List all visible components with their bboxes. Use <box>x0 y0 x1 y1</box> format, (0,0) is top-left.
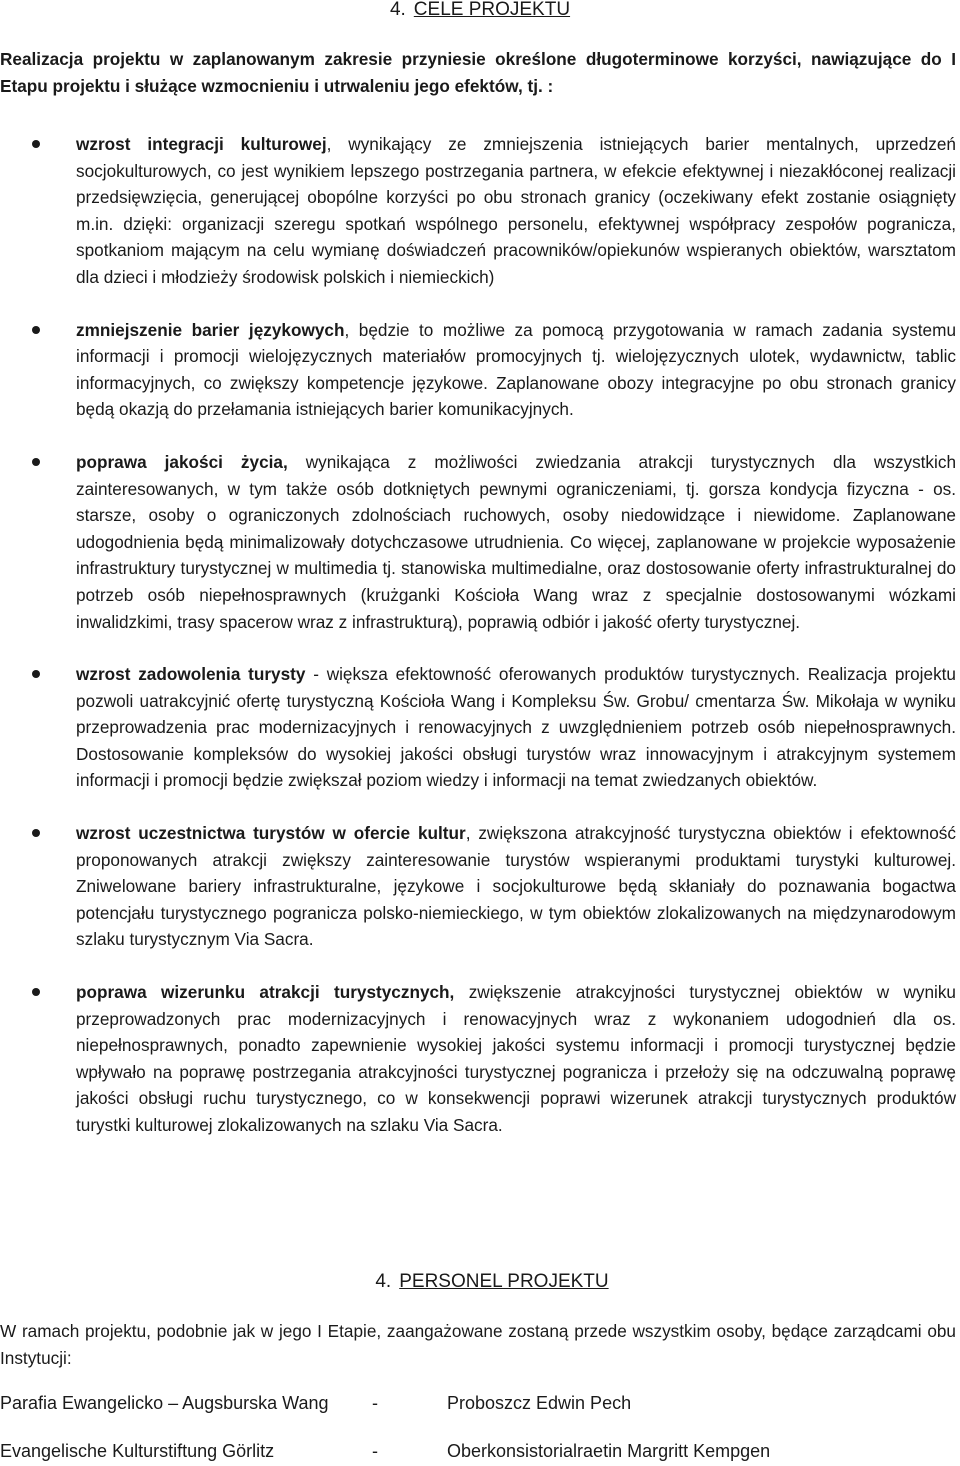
item-text: wynikająca z możliwości zwiedzania atrakcji turystycznych dla wszystkich zainteresowanych, w tym także osób dotkniętych pewnymi ograniczeniami, tj. gorsza kondycja fizyczna - os. starsze, osoby o ograniczonych zdolnościach ruchowych, osoby niedowidzące i niewidome. Zaplanowane udogodnienia będą minimalizowały dotychczasowe utrudnienia. Co więcej, zaplanowane w projekcie wyposażenie infrastruktury turystycznej w multimedia tj. stanowiska multimedialne, oraz dostosowanie oferty infrastrukturalnej do potrzeb osób niepełnosprawnych (krużganki Kościoła Wang wraz z specjalnie dostosowanymi wózkami inwalidzkimi, trasy spacerow wraz z infrastrukturą), poprawią odbiór i jakość oferty turystycznej. <box>76 451 957 632</box>
institution-name: Evangelische Kulturstiftung Görlitz <box>0 1441 275 1461</box>
list-item <box>0 979 956 1139</box>
section-title: CELE PROJEKTU <box>413 0 571 20</box>
item-lead: wzrost integracji kulturowej <box>76 134 327 154</box>
bullet-icon <box>32 458 40 466</box>
goals-intro: Realizacja projektu w zaplanowanym zakresie przyniesie określone długoterminowe korzyści, nawiązujące do I Etapu projektu i służące wzmocnieniu i utrwaleniu jego efektów, tj. : <box>0 49 956 96</box>
list-item <box>0 661 956 794</box>
bullet-icon <box>32 326 40 334</box>
item-text: , będzie to możliwe za pomocą przygotowania w ramach zadania systemu informacji i promocji wielojęzycznych materiałów promocyjnych tj. wielojęzycznych ulotek, wydawnictw, tablic informacyjnych, co zwiększy kompetencje językowe. Zaplanowane obozy integracyjne po obu stronach granicy będą okazją do przełamania istniejących barier komunikacyjnych. <box>76 319 956 420</box>
person-name: Oberkonsistorialraetin Margritt Kempgen <box>447 1441 771 1461</box>
section-heading-goals <box>0 0 960 22</box>
bullet-icon <box>32 988 40 996</box>
item-text: zwiększenie atrakcyjności turystycznej obiektów w wyniku przeprowadzonych prac modernizacyjnych i renowacyjnych wraz z wykonaniem udogodnień dla os. niepełnosprawnych, ponadto zapewnienie wysokiej jakości systemu informacji i promocji turystycznej będzie wpływało na poprawę postrzegania atrakcyjności turystycznej pogranicza i przełoży się na odczuwalną poprawę jakości obsługi ruchu turystycznego, co w konsekwencji poprawi wizerunek atrakcji turystycznych produktów turystki kulturowej zlokalizowanych na szlaku Via Sacra. <box>76 982 956 1135</box>
bullet-icon <box>32 670 40 678</box>
section-number: 4. <box>389 0 406 20</box>
section-number: 4. <box>375 1271 392 1292</box>
section-heading-personnel <box>0 1270 960 1294</box>
section-title: PERSONEL PROJEKTU <box>399 1271 609 1292</box>
goals-list <box>0 131 956 1165</box>
bullet-icon <box>32 140 40 148</box>
item-lead: zmniejszenie barier językowych <box>76 319 345 340</box>
personnel-row <box>0 1438 956 1464</box>
list-item <box>0 317 956 423</box>
separator-dash: - <box>372 1441 378 1461</box>
item-lead: poprawa wizerunku atrakcji turystycznych, <box>76 982 455 1003</box>
item-lead: wzrost zadowolenia turysty <box>76 664 306 685</box>
separator-dash: - <box>372 1393 378 1413</box>
personnel-intro: W ramach projektu, podobnie jak w jego I Etapie, zaangażowane zostaną przede wszystkim osoby, będące zarządcami obu Instytucji: <box>0 1321 956 1368</box>
institution-name: Parafia Ewangelicko – Augsburska Wang <box>0 1393 329 1413</box>
personnel-row <box>0 1390 956 1416</box>
bullet-icon <box>32 829 40 837</box>
list-item <box>0 820 956 953</box>
item-text: - większa efektowność oferowanych produktów turystycznych. Realizacja projektu pozwoli uatrakcyjnić ofertę turystyczną Kościoła Wang i Kompleksu Św. Grobu/ cmentarza Św. Mikołaja w wyniku przeprowadzenia prac modernizacyjnych i renowacyjnych z uwzględnieniem potrzeb osób niepełnosprawnych. Dostosowanie kompleksów do wysokiej jakości obsługi turystów wraz innowacyjnym i atrakcyjnym systemem informacji i promocji będzie zwiększał poziom wiedzy i informacji na temat zwiedzanych obiektów. <box>76 664 956 791</box>
list-item <box>0 131 956 291</box>
list-item <box>0 449 956 635</box>
person-name: Proboszcz Edwin Pech <box>447 1393 632 1413</box>
item-text: , wynikający ze zmniejszenia istniejących barier mentalnych, uprzedzeń socjokulturowych, co jest wynikiem lepszego postrzegania partnera, w efekcie efektywnej i niezakłóconej realizacji przedsięwzięcia, generującej obopólne korzyści po obu stronach granicy (oczekiwany efekt zostanie osiągnięty m.in. dzięki: organizacji szeregu spotkań wspólnego personelu, efektywnej współpracy zespołów pogranicza, spotkaniom mającym na celu wymianę doświadczeń pracowników/opiekunów wspieranych obiektów, warsztatom dla dzieci i młodzieży środowisk polskich i niemieckich) <box>76 134 956 287</box>
item-text: , zwiększona atrakcyjność turystyczna obiektów i efektowność proponowanych atrakcji zwiększy zainteresowanie turystów wspieranymi produktami turystyki kulturowej. Zniwelowane bariery infrastrukturalne, językowe i socjokulturowe będą skłaniały do poznawania bogactwa potencjału turystycznego pogranicza polsko-niemieckiego, w tym obiektów zlokalizowanych na międzynarodowym szlaku turystycznym Via Sacra. <box>76 823 956 950</box>
item-lead: poprawa jakości życia, <box>76 451 288 472</box>
item-lead: wzrost uczestnictwa turystów w ofercie kultur <box>76 823 466 844</box>
